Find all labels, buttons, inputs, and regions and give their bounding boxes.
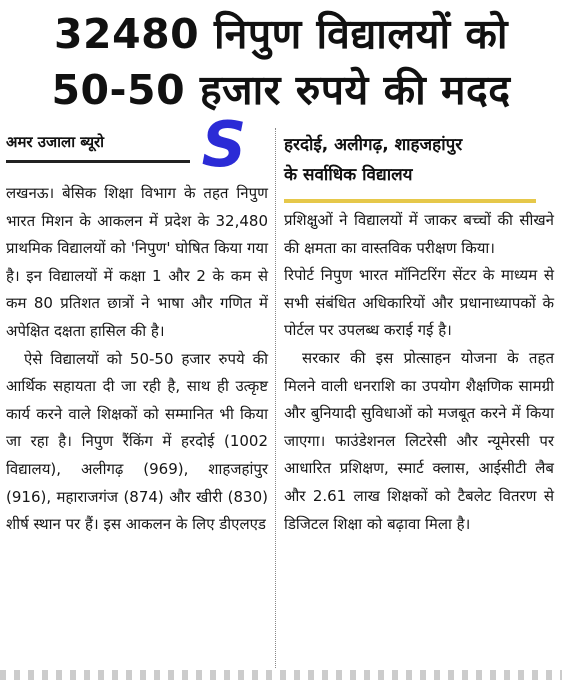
headline-line-1: 32480 निपुण विद्यालयों को xyxy=(54,10,508,58)
right-paragraph-2: रिपोर्ट निपुण भारत मॉनिटरिंग सेंटर के माध्यम से सभी संबंधित अधिकारियों और प्रधानाध्यापकों के पोर्टल पर उपलब्ध कराई गई है। xyxy=(284,266,554,340)
headline xyxy=(0,6,562,118)
subhead xyxy=(284,130,560,190)
left-paragraph-2: ऐसे विद्यालयों को 50-50 हजार रुपये की आर्थिक सहायता दी जा रही है, साथ ही उत्कृष्ट कार्य करने वाले शिक्षकों को सम्मानित भी किया जा रहा है। निपुण रैंकिंग में हरदोई (1002 विद्यालय), अलीगढ़ (969), शाहजहांपुर (916), महाराजगंज (874) और खीरी (830) शीर्ष स्थान पर हैं। इस आकलन के लिए डीएलएड xyxy=(6,349,268,534)
headline-line-2: 50-50 हजार रुपये की मदद xyxy=(51,66,511,114)
subhead-rule xyxy=(284,199,536,203)
byline-rule xyxy=(6,160,190,163)
left-column xyxy=(6,180,268,539)
subhead-line-1: हरदोई, अलीगढ़, शाहजहांपुर xyxy=(284,135,463,155)
right-paragraph-1: प्रशिक्षुओं ने विद्यालयों में जाकर बच्चों की सीखने की क्षमता का वास्तविक परीक्षण किया। xyxy=(284,211,554,257)
byline: अमर उजाला ब्यूरो xyxy=(6,133,105,151)
subhead-line-2: के सर्वाधिक विद्यालय xyxy=(284,165,413,185)
right-paragraph-3: सरकार की इस प्रोत्साहन योजना के तहत मिलने वाली धनराशि का उपयोग शैक्षणिक सामग्री और बुनियादी सुविधाओं को मजबूत करने में किया जाएगा। फाउंडेशनल लिटरेसी और न्यूमेरसी पर आधारित प्रशिक्षण, स्मार्ट क्लास, आईसीटी लैब और 2.61 लाख शिक्षकों को टैबलेट वितरण से डिजिटल शिक्षा को बढ़ावा मिला है। xyxy=(284,348,554,533)
cut-text-edge xyxy=(0,670,562,680)
right-column xyxy=(284,207,554,538)
s-logo-icon: S xyxy=(201,108,247,181)
column-divider xyxy=(275,128,276,668)
left-paragraph-1: लखनऊ। बेसिक शिक्षा विभाग के तहत निपुण भारत मिशन के आकलन में प्रदेश के 32,480 प्राथमिक विद्यालयों को 'निपुण' घोषित किया गया है। इन विद्यालयों में कक्षा 1 और 2 के कम से कम 80 प्रतिशत छात्रों ने भाषा और गणित में अपेक्षित दक्षता हासिल की है। xyxy=(6,184,268,340)
